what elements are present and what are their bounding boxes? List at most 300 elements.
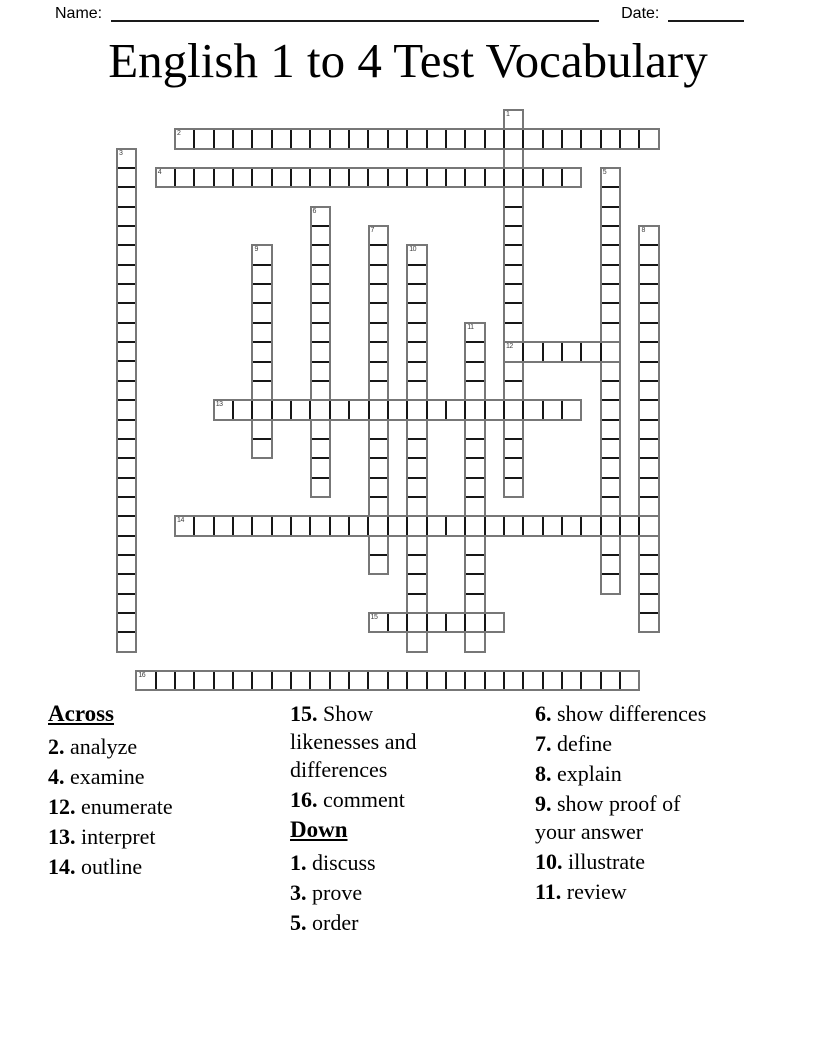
crossword-cell: [118, 283, 135, 302]
crossword-cell: [118, 341, 135, 360]
crossword-cell: [619, 517, 638, 534]
crossword-cell: [137, 672, 154, 689]
crossword-cell: [602, 496, 619, 515]
crossword-cell: [367, 130, 386, 147]
crossword-cell: [464, 169, 483, 186]
crossword-cell: [370, 341, 387, 360]
name-blank-line: [111, 5, 599, 22]
crossword-cell: [505, 148, 522, 167]
crossword-cell: [118, 419, 135, 438]
clue-column-3: [535, 700, 711, 908]
crossword-cell: [505, 111, 522, 128]
clue-number: 7.: [535, 731, 552, 756]
word-8-down: [638, 225, 659, 633]
crossword-cell: [118, 496, 135, 515]
crossword-cell: [118, 380, 135, 399]
crossword-cell: [602, 244, 619, 263]
date-label: Date:: [621, 5, 660, 22]
clue-4: 4. examine: [48, 764, 145, 789]
crossword-cell: [408, 322, 425, 341]
crossword-grid: [117, 110, 659, 691]
crossword-cell: [640, 419, 657, 438]
cell-number: 9: [254, 246, 258, 254]
crossword-cell: [505, 343, 522, 360]
crossword-cell: [602, 419, 619, 438]
crossword-cell: [408, 631, 425, 650]
crossword-cell: [600, 672, 619, 689]
crossword-cell: [466, 535, 483, 554]
crossword-cell: [602, 264, 619, 283]
crossword-cell: [370, 361, 387, 380]
crossword-cell: [348, 130, 367, 147]
crossword-cell: [542, 130, 561, 147]
crossword-cell: [640, 477, 657, 496]
crossword-cell: [580, 343, 599, 360]
crossword-cell: [118, 612, 135, 631]
crossword-cell: [118, 206, 135, 225]
crossword-cell: [312, 302, 329, 321]
crossword-cell: [561, 517, 580, 534]
clue-3: 3. prove: [290, 880, 363, 905]
crossword-cell: [542, 343, 561, 360]
crossword-cell: [542, 169, 561, 186]
crossword-cell: [312, 322, 329, 341]
crossword-cell: [505, 419, 522, 438]
crossword-cell: [370, 438, 387, 457]
crossword-cell: [640, 399, 657, 418]
crossword-cell: [387, 614, 406, 631]
crossword-cell: [505, 206, 522, 225]
crossword-cell: [600, 517, 619, 534]
crossword-cell: [466, 496, 483, 515]
crossword-cell: [505, 283, 522, 302]
crossword-cell: [602, 535, 619, 554]
crossword-cell: [602, 206, 619, 225]
cell-number: 10: [409, 246, 417, 254]
crossword-cell: [602, 283, 619, 302]
crossword-cell: [640, 283, 657, 302]
crossword-cell: [600, 130, 619, 147]
crossword-cell: [484, 130, 503, 147]
crossword-cell: [253, 264, 270, 283]
crossword-cell: [640, 322, 657, 341]
crossword-cell: [309, 130, 328, 147]
crossword-cell: [118, 322, 135, 341]
crossword-cell: [466, 438, 483, 457]
crossword-cell: [253, 438, 270, 457]
crossword-cell: [408, 457, 425, 476]
crossword-cell: [466, 380, 483, 399]
crossword-cell: [406, 169, 425, 186]
crossword-cell: [484, 169, 503, 186]
word-14-across: [174, 515, 660, 536]
crossword-cell: [580, 672, 599, 689]
crossword-cell: [484, 672, 503, 689]
crossword-cell: [329, 130, 348, 147]
crossword-cell: [193, 517, 212, 534]
crossword-cell: [309, 672, 328, 689]
clue-10: 10. illustrate: [535, 849, 645, 874]
clue-number: 3.: [290, 880, 307, 905]
word-10-down: [406, 244, 427, 652]
crossword-cell: [118, 360, 135, 379]
cell-number: 4: [157, 169, 162, 177]
crossword-cell: [408, 593, 425, 612]
crossword-cell: [370, 419, 387, 438]
crossword-cell: [503, 130, 522, 147]
crossword-cell: [602, 360, 619, 379]
clue-14: 14. outline: [48, 854, 143, 879]
crossword-cell: [408, 438, 425, 457]
crossword-cell: [118, 535, 135, 554]
crossword-cell: [312, 380, 329, 399]
crossword-cell: [426, 672, 445, 689]
crossword-cell: [118, 515, 135, 534]
crossword-cell: [464, 130, 483, 147]
crossword-cell: [466, 631, 483, 650]
crossword-cell: [176, 517, 193, 534]
crossword-cell: [466, 457, 483, 476]
crossword-cell: [312, 361, 329, 380]
crossword-cell: [193, 672, 212, 689]
crossword-cell: [157, 169, 174, 186]
crossword-cell: [466, 341, 483, 360]
crossword-cell: [640, 227, 657, 244]
cell-number: 8: [641, 227, 645, 235]
crossword-cell: [406, 401, 425, 418]
crossword-cell: [542, 672, 561, 689]
crossword-cell: [312, 438, 329, 457]
crossword-cell: [503, 401, 522, 418]
crossword-cell: [290, 130, 309, 147]
cell-number: 6: [312, 207, 316, 215]
date-blank-line: [668, 5, 744, 22]
crossword-cell: [503, 169, 522, 186]
crossword-cell: [309, 401, 328, 418]
crossword-cell: [329, 169, 348, 186]
crossword-cell: [640, 244, 657, 263]
crossword-cell: [370, 302, 387, 321]
crossword-cell: [118, 264, 135, 283]
crossword-cell: [370, 283, 387, 302]
crossword-cell: [602, 225, 619, 244]
crossword-cell: [348, 401, 367, 418]
crossword-cell: [213, 517, 232, 534]
crossword-cell: [232, 169, 251, 186]
crossword-cell: [368, 401, 387, 418]
crossword-cell: [253, 380, 270, 399]
crossword-cell: [522, 672, 541, 689]
crossword-cell: [464, 614, 483, 631]
crossword-cell: [602, 573, 619, 592]
crossword-cell: [638, 130, 657, 147]
cell-number: 1: [506, 111, 510, 118]
crossword-cell: [505, 186, 522, 205]
crossword-cell: [640, 361, 657, 380]
crossword-cell: [232, 401, 251, 418]
crossword-cell: [408, 554, 425, 573]
crossword-cell: [232, 672, 251, 689]
crossword-cell: [251, 401, 270, 418]
clue-lists: [0, 700, 816, 960]
crossword-cell: [464, 517, 483, 534]
crossword-cell: [329, 672, 348, 689]
clues-heading-across: Across: [48, 701, 115, 726]
crossword-cell: [426, 169, 445, 186]
clue-number: 9.: [535, 791, 552, 816]
crossword-cell: [193, 130, 212, 147]
clue-number: 4.: [48, 764, 65, 789]
crossword-cell: [348, 672, 367, 689]
crossword-cell: [213, 169, 232, 186]
clue-number: 16.: [290, 787, 318, 812]
crossword-cell: [290, 401, 309, 418]
crossword-cell: [602, 169, 619, 186]
crossword-cell: [640, 438, 657, 457]
crossword-cell: [505, 360, 522, 379]
cell-number: 12: [506, 343, 513, 351]
crossword-cell: [408, 419, 425, 438]
clue-number: 14.: [48, 854, 76, 879]
crossword-cell: [484, 517, 503, 534]
crossword-cell: [370, 457, 387, 476]
crossword-cell: [370, 554, 387, 573]
crossword-cell: [118, 244, 135, 263]
crossword-cell: [370, 264, 387, 283]
crossword-cell: [602, 477, 619, 496]
cell-number: 16: [138, 672, 146, 680]
crossword-cell: [118, 477, 135, 496]
crossword-cell: [253, 302, 270, 321]
crossword-cell: [619, 672, 638, 689]
crossword-cell: [253, 361, 270, 380]
crossword-cell: [466, 361, 483, 380]
crossword-cell: [640, 264, 657, 283]
clue-number: 13.: [48, 824, 76, 849]
crossword-cell: [406, 517, 425, 534]
crossword-cell: [312, 283, 329, 302]
crossword-cell: [580, 517, 599, 534]
crossword-cell: [602, 554, 619, 573]
crossword-cell: [253, 419, 270, 438]
cell-number: 14: [177, 517, 184, 525]
crossword-cell: [370, 227, 387, 244]
clue-11: 11. review: [535, 879, 627, 904]
crossword-cell: [118, 593, 135, 612]
clue-2: 2. analyze: [48, 734, 138, 759]
crossword-cell: [426, 130, 445, 147]
crossword-cell: [271, 169, 290, 186]
crossword-cell: [602, 302, 619, 321]
clue-1: 1. discuss: [290, 850, 376, 875]
crossword-cell: [253, 341, 270, 360]
crossword-cell: [118, 150, 135, 167]
crossword-cell: [312, 419, 329, 438]
crossword-cell: [445, 517, 464, 534]
cell-number: 13: [215, 401, 223, 409]
word-6-down: [310, 206, 331, 498]
crossword-cell: [367, 517, 386, 534]
crossword-cell: [561, 401, 580, 418]
crossword-cell: [232, 130, 251, 147]
clue-9: 9. show proof of your answer: [535, 791, 681, 844]
crossword-cell: [118, 302, 135, 321]
crossword-cell: [408, 302, 425, 321]
crossword-cell: [251, 169, 270, 186]
clue-number: 8.: [535, 761, 552, 786]
crossword-cell: [638, 517, 657, 534]
crossword-cell: [408, 477, 425, 496]
clue-5: 5. order: [290, 910, 359, 935]
crossword-cell: [215, 401, 232, 418]
crossword-cell: [503, 517, 522, 534]
crossword-cell: [408, 380, 425, 399]
clue-13: 13. interpret: [48, 824, 156, 849]
crossword-cell: [445, 614, 464, 631]
word-13-across: [213, 399, 583, 420]
crossword-cell: [505, 457, 522, 476]
crossword-cell: [522, 517, 541, 534]
crossword-cell: [312, 225, 329, 244]
crossword-cell: [522, 130, 541, 147]
crossword-cell: [408, 264, 425, 283]
word-11-down: [464, 322, 485, 653]
crossword-cell: [505, 322, 522, 341]
crossword-cell: [370, 535, 387, 554]
crossword-cell: [271, 130, 290, 147]
crossword-cell: [522, 169, 541, 186]
crossword-cell: [484, 401, 503, 418]
crossword-cell: [370, 380, 387, 399]
crossword-cell: [602, 186, 619, 205]
crossword-cell: [522, 343, 541, 360]
clue-number: 5.: [290, 910, 307, 935]
crossword-cell: [370, 614, 387, 631]
crossword-cell: [312, 264, 329, 283]
crossword-cell: [505, 264, 522, 283]
crossword-cell: [406, 672, 425, 689]
crossword-cell: [174, 169, 193, 186]
crossword-cell: [309, 517, 328, 534]
crossword-cell: [640, 535, 657, 554]
crossword-cell: [309, 169, 328, 186]
crossword-cell: [445, 169, 464, 186]
crossword-cell: [408, 341, 425, 360]
clue-7: 7. define: [535, 731, 612, 756]
crossword-cell: [348, 169, 367, 186]
crossword-cell: [561, 672, 580, 689]
crossword-cell: [505, 225, 522, 244]
crossword-cell: [408, 573, 425, 592]
crossword-cell: [602, 438, 619, 457]
crossword-cell: [445, 672, 464, 689]
crossword-cell: [367, 169, 386, 186]
crossword-cell: [602, 399, 619, 418]
clue-number: 2.: [48, 734, 65, 759]
crossword-cell: [370, 244, 387, 263]
crossword-cell: [640, 302, 657, 321]
clue-12: 12. enumerate: [48, 794, 173, 819]
crossword-cell: [640, 341, 657, 360]
crossword-cell: [312, 457, 329, 476]
word-3-down: [116, 148, 137, 653]
crossword-cell: [602, 457, 619, 476]
crossword-cell: [561, 130, 580, 147]
crossword-cell: [329, 401, 348, 418]
crossword-cell: [118, 554, 135, 573]
cell-number: 2: [177, 130, 181, 138]
clue-column-1: [48, 700, 258, 883]
crossword-cell: [253, 283, 270, 302]
crossword-cell: [640, 573, 657, 592]
clue-column-2: [290, 700, 462, 939]
crossword-cell: [408, 535, 425, 554]
crossword-cell: [329, 517, 348, 534]
clue-number: 1.: [290, 850, 307, 875]
crossword-cell: [640, 593, 657, 612]
name-label: Name:: [55, 5, 103, 22]
crossword-cell: [505, 380, 522, 399]
crossword-cell: [640, 457, 657, 476]
crossword-cell: [408, 283, 425, 302]
crossword-cell: [466, 324, 483, 341]
crossword-cell: [522, 401, 541, 418]
crossword-cell: [251, 672, 270, 689]
crossword-cell: [408, 246, 425, 263]
crossword-cell: [193, 169, 212, 186]
word-4-across: [155, 167, 583, 188]
crossword-cell: [445, 130, 464, 147]
crossword-cell: [118, 399, 135, 418]
crossword-cell: [290, 169, 309, 186]
crossword-cell: [253, 322, 270, 341]
word-2-across: [174, 128, 660, 149]
crossword-cell: [118, 438, 135, 457]
crossword-cell: [290, 517, 309, 534]
clue-16: 16. comment: [290, 787, 405, 812]
crossword-cell: [640, 496, 657, 515]
crossword-cell: [466, 573, 483, 592]
crossword-cell: [406, 614, 425, 631]
crossword-cell: [619, 130, 638, 147]
crossword-cell: [505, 244, 522, 263]
crossword-cell: [505, 302, 522, 321]
crossword-cell: [271, 401, 290, 418]
crossword-cell: [290, 672, 309, 689]
cell-number: 15: [370, 614, 378, 622]
crossword-cell: [176, 130, 193, 147]
crossword-cell: [387, 517, 406, 534]
crossword-cell: [232, 517, 251, 534]
crossword-cell: [426, 517, 445, 534]
crossword-cell: [118, 167, 135, 186]
crossword-cell: [408, 361, 425, 380]
crossword-cell: [466, 554, 483, 573]
crossword-cell: [213, 672, 232, 689]
page-title: English 1 to 4 Test Vocabulary: [108, 33, 708, 88]
crossword-cell: [118, 225, 135, 244]
cell-number: 5: [602, 169, 607, 177]
crossword-cell: [466, 477, 483, 496]
clue-number: 15.: [290, 701, 318, 726]
crossword-cell: [312, 341, 329, 360]
crossword-cell: [466, 419, 483, 438]
cell-number: 11: [467, 323, 474, 331]
clue-number: 6.: [535, 701, 552, 726]
crossword-cell: [387, 401, 406, 418]
crossword-cell: [312, 477, 329, 496]
crossword-cell: [503, 672, 522, 689]
